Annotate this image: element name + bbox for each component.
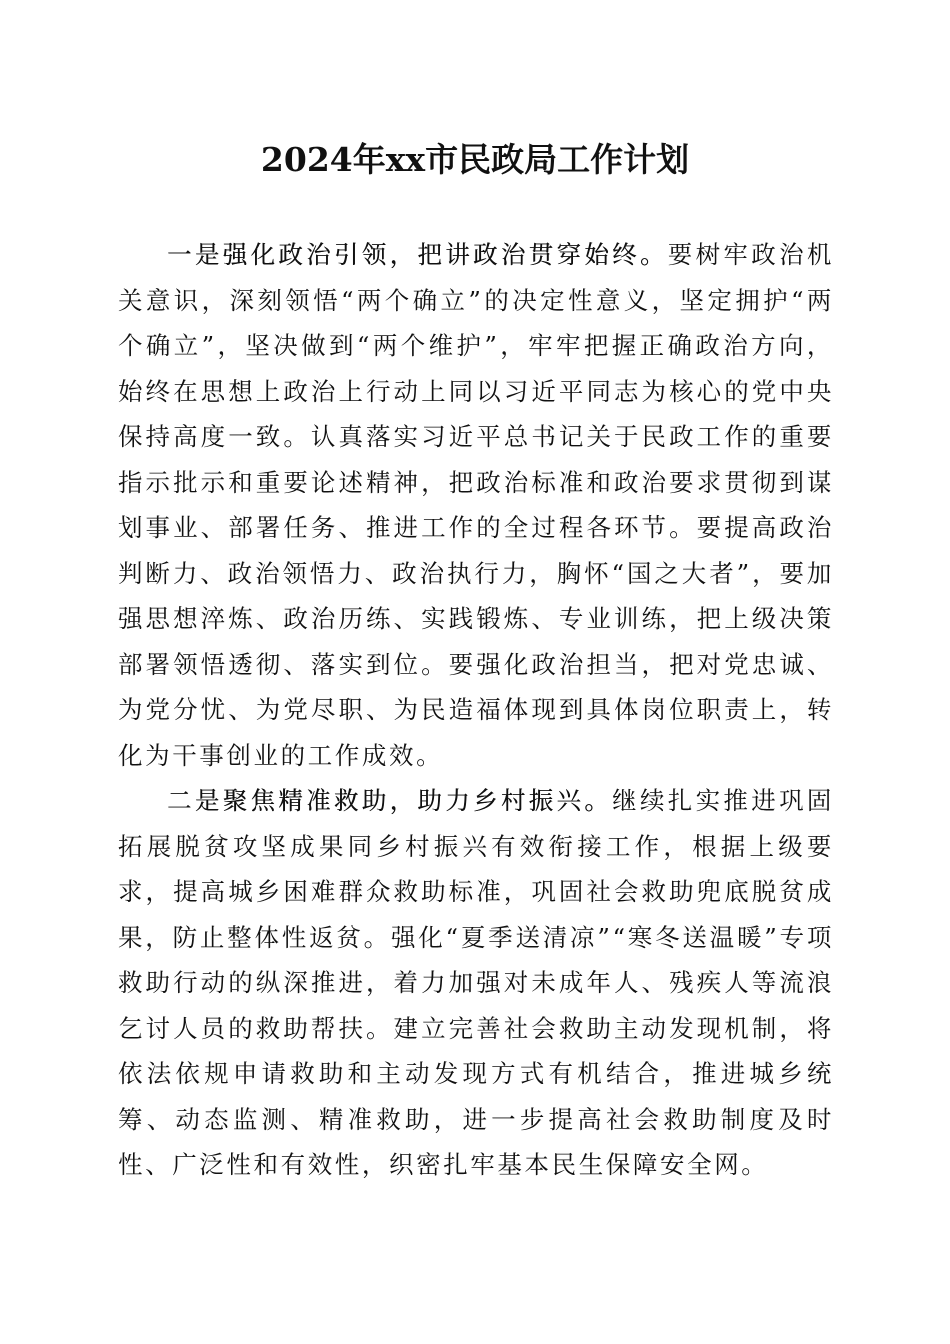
paragraph-1-lead: 一是强化政治引领，把讲政治贯穿始终。 [167,240,668,269]
paragraph-2-lead: 二是聚焦精准救助，助力乡村振兴。 [167,786,613,815]
document-title: 2024年xx市民政局工作计划 [260,140,690,179]
paragraph-2-text: 继续扎实推进巩固拓展脱贫攻坚成果同乡村振兴有效衔接工作，根据上级要求，提高城乡困难群众救助标准，巩固社会救助兜底脱贫成果，防止整体性返贫。强化“夏季送清凉”“寒冬送温暖”专项救助行动的纵深推进，着力加强对未成年人、残疾人等流浪乞讨人员的救助帮扶。建立完善社会救助主动发现机制，将依法依规申请救助和主动发现方式有机结合，推进城乡统筹、动态监测、精准救助，进一步提高社会救助制度及时性、广泛性和有效性，织密扎牢基本民生保障安全网。 [118,786,834,1179]
document-body [118,232,834,1188]
paragraph-1-text: 要树牢政治机关意识，深刻领悟“两个确立”的决定性意义，坚定拥护“两个确立”，坚决做到“两个维护”，牢牢把握正确政治方向，始终在思想上政治上行动上同以习近平同志为核心的党中央保持高度一致。认真落实习近平总书记关于民政工作的重要指示批示和重要论述精神，把政治标准和政治要求贯彻到谋划事业、部署任务、推进工作的全过程各环节。要提高政治判断力、政治领悟力、政治执行力，胸怀“国之大者”，要加强思想淬炼、政治历练、实践锻炼、专业训练，把上级决策部署领悟透彻、落实到位。要强化政治担当，把对党忠诚、为党分忧、为党尽职、为民造福体现到具体岗位职责上，转化为干事创业的工作成效。 [118,240,834,770]
paragraph-1 [118,232,834,778]
paragraph-2 [118,778,834,1188]
